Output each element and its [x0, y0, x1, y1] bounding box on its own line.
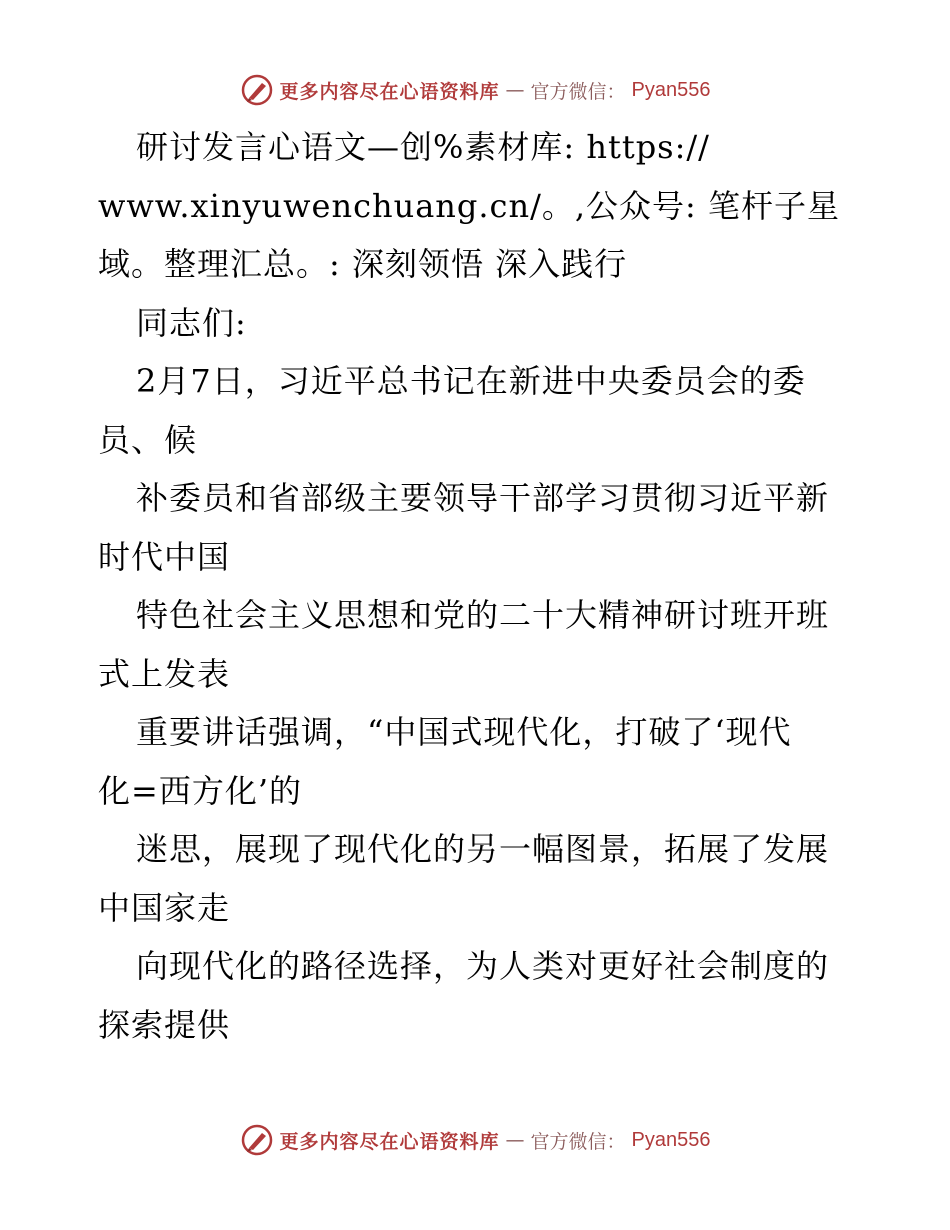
text-line: 2月7日，习近平总书记在新进中央委员会的委	[136, 362, 806, 400]
text-line: 员、候	[98, 420, 198, 459]
footer-watermark	[0, 1120, 950, 1160]
text-line: 特色社会主义思想和党的二十大精神研讨班开班	[136, 596, 830, 634]
document-body	[98, 118, 868, 1054]
text-line: 同志们:	[136, 303, 247, 342]
text-line: www.xinyuwenchuang.cn/。,公众号: 笔杆子星	[98, 186, 840, 225]
text-line: 域。整理汇总。: 深刻领悟 深入践行	[98, 245, 628, 283]
watermark-official: 官方微信：	[530, 1130, 626, 1153]
watermark-wechat-id: Pyan556	[631, 1128, 711, 1151]
text-line: 迷思，展现了现代化的另一幅图景，拓展了发展	[136, 830, 830, 868]
watermark-dash: —	[505, 1129, 525, 1151]
text-line: 向现代化的路径选择，为人类对更好社会制度的	[136, 947, 830, 985]
watermark-official: 官方微信：	[530, 80, 626, 103]
text-line: 研讨发言心语文—创%素材库: https://	[136, 128, 710, 166]
watermark-dash: —	[505, 79, 525, 101]
text-line: 时代中国	[98, 537, 231, 576]
header-watermark	[0, 70, 950, 110]
text-line: 探索提供	[98, 1005, 231, 1044]
text-line: 补委员和省部级主要领导干部学习贯彻习近平新	[136, 479, 830, 517]
watermark-brand: 更多内容尽在心语资料库	[279, 80, 500, 103]
text-line: 重要讲话强调，“中国式现代化，打破了‘现代	[136, 713, 792, 751]
text-line: 化=西方化’的	[98, 771, 302, 810]
text-line: 式上发表	[98, 654, 231, 693]
watermark-brand: 更多内容尽在心语资料库	[279, 1130, 500, 1153]
pen-nib-logo-icon	[240, 1123, 274, 1157]
pen-nib-logo-icon	[240, 73, 274, 107]
text-line: 中国家走	[98, 888, 231, 927]
watermark-wechat-id: Pyan556	[631, 78, 711, 101]
